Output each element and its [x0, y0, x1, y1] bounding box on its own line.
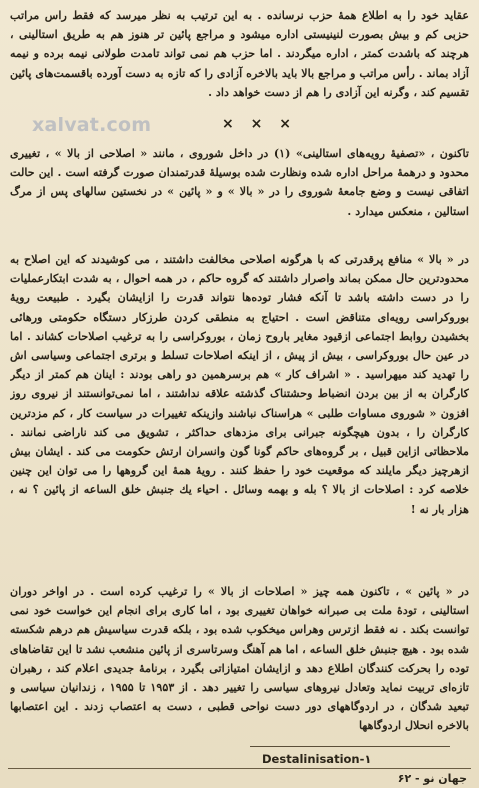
paragraph-1: عقاید خود را به اطلاع همهٔ حزب نرسانده . به این ترتیب به نظر میرسد که فقط راس مراتب حزبی کم و بیش بصورت لنینیستی اداره میشود و مراجع پائین تر هنوز هم به طریق استالینی ، هرچند که باشدت کمتر ، اداره میگردند . اما حزب هم نمی تواند تامدت طولانی نیمه برده و نیمه آزاد بماند . رأس مراتب و مراجع بالا باید بالاخره آزادی را که تازه به دست آورده باقسمت‌های پائین تقسیم کند ، وگرنه این آزادی را هم از دست خواهد داد . — [10, 8, 469, 99]
paragraph-3: در « بالا » منافع پرقدرتی که با هرگونه اصلاحی مخالفت داشتند ، می کوشیدند که این اصلاح به محدودترین حال ممکن بماند واصرار داشتند که گروه حاکم ، در همه احوال ، به شدت ابتکارعملیات را در دست داشته باشد تا آنکه فشار توده‌ها نتواند قدرت را ازایشان بگیرد . طبیعت رویهٔ بوروکراسی رویه‌ای متناقض است . احتیاج به منطقی کردن طرزکار دستگاه حکومتی ورهائی بخشیدن روابط اجتماعی ازقیود مغایر باروح زمان ، بوروکراسی را به ترغیب اصلاحات کشاند . اما در عین حال بوروکراسی ، بیش از پیش ، از اینکه اصلاحات تسلط و برتری اجتماعی وسیاسی اش را تهدید کند میهراسید . « اشراف کار » هم برسرهمین دو راهی بودند : اینان هم کمتر از دیگر کارگران به از بین بردن انضباط وحشتناک گذشته علاقه نداشتند ، اما نمی‌توانستند از نیروی روز افزون « شوروی مساوات طلبی » هراسناک نباشند وازینکه تغییرات در سیاست کار ، کم مزدترین کارگران را ، بدون هیچگونه جبرانی برای مزدهای حداکثر ، تشویق می کند ناراضی نمانند . ملاحظاتی ازاین قبیل ، بر گروه‌های حاکم گونا گون وانسران ارتش حکومت می کند . ایشان بیش ازهرچیز دیگر مایلند که موقعیت خود را حفظ کنند . رویهٔ همهٔ این گروهها را می توان این چنین خلاصه کرد : اصلاحات از بالا ؟ بله و بهمه وسائل . احیاء یك جنبش خلق الساعه از پائین ؟ نه ، هزار بار نه ! — [10, 252, 469, 516]
footnote: Destalinisation-۱ — [262, 752, 372, 766]
section-separator: × × × — [222, 116, 297, 132]
page-footer: جهان نو - ۶۲ — [397, 772, 467, 785]
footer-rule — [8, 768, 471, 769]
watermark-logo: xalvat.com — [32, 114, 152, 136]
paragraph-2: تاکنون ، «تصفیهٔ رویه‌های استالینی» (۱) در داخل شوروی ، مانند « اصلاحی از بالا » ، تغییری محدود و درهمهٔ مراحل اداره شده ونظارت شده بوسیلهٔ قدرتمندان صورت گرفته است . این حالت اتفاقی نیست و وضع جامعهٔ شوروی را در « بالا » و « پائین » در نخستین سالهای پس از مرگ استالین ، منعکس میدارد . — [10, 146, 469, 218]
paragraph-4: در « پائین » ، تاکنون همه چیز « اصلاحات از بالا » را ترغیب کرده است . در اواخر دوران استالینی ، تودهٔ ملت بی صبرانه خواهان تغییری بود ، اما کاری برای انجام این خواست خود نمی توانست بکند . نه فقط ازترس وهراس میخکوب شده بود ، بلکه قدرت سیاسیش هم درهم شکسته شده بود . هیچ جنبش خلق الساعه ، اما هم آهنگ وسرتاسری از پائین منشعب نشد تا این تقاضاهای توده را بحرکت کنندگان اطلاع دهد و ازایشان امتیازاتی بگیرد ، برنامهٔ جدیدی اعلام کند ، رهبران تازه‌ای تربیت نماید وتعادل نیروهای سیاسی را تغییر دهد . از ۱۹۵۳ تا ۱۹۵۵ ، زندانیان سیاسی و تبعید شدگان ، در اردوگاههای دور دست نواحی قطبی ، دست به اعتصاب زدند . این اعتصابها بالاخره انحلال اردوگاهها — [10, 584, 469, 733]
footnote-rule — [250, 746, 450, 747]
section-break-row — [10, 110, 469, 142]
